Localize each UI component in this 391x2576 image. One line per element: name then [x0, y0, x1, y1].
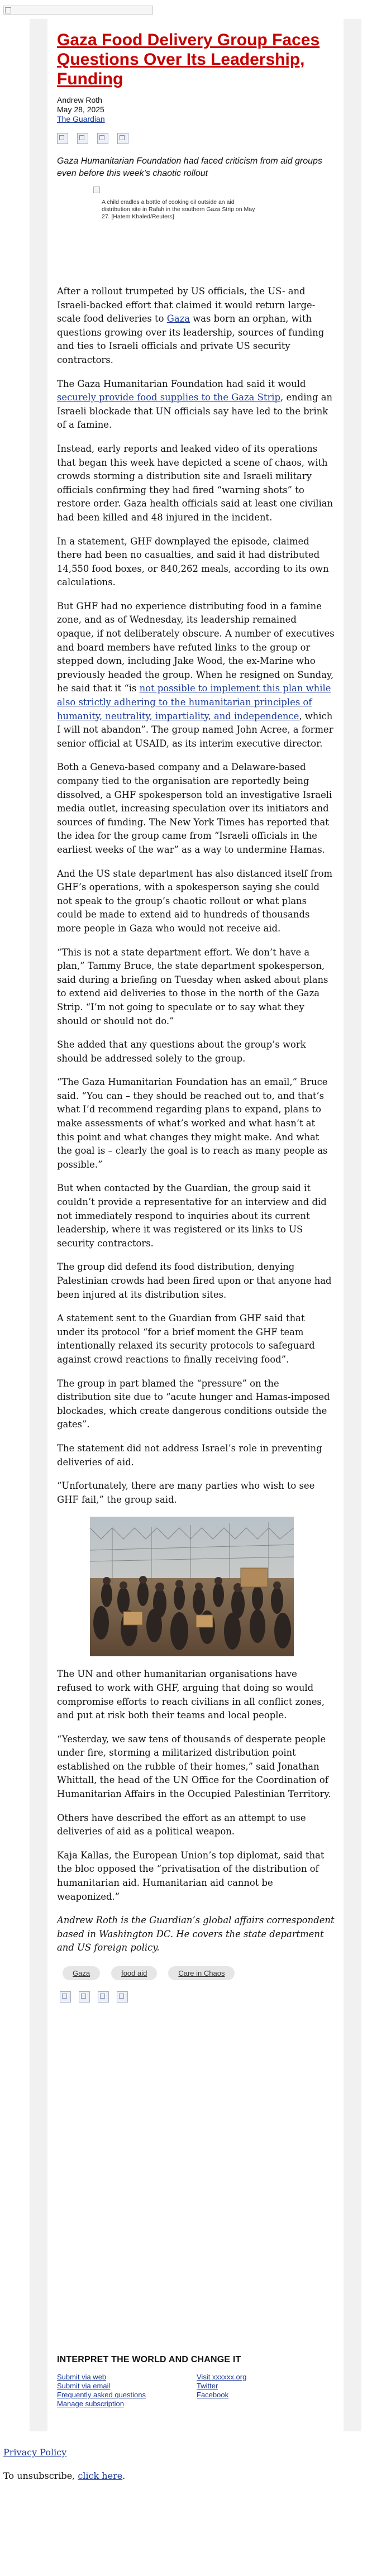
gaza-link[interactable]: Gaza — [166, 313, 190, 324]
unsubscribe-text: To unsubscribe, — [3, 2470, 78, 2481]
paragraph: The statement did not address Israel’s role in preventing deliveries of aid. — [57, 1442, 322, 1468]
manage-subscription-link[interactable]: Manage subscription — [57, 2400, 124, 2408]
newsletter-logo-image[interactable] — [3, 6, 153, 15]
facebook-icon[interactable] — [57, 133, 68, 144]
faq-link[interactable]: Frequently asked questions — [57, 2391, 146, 2399]
privacy-row — [3, 2447, 66, 2458]
humanitarian-principles-link[interactable]: not possible to implement this plan while also strictly adhering to the humanitarian principles of humanity, neutrality, impartiality, and independence — [57, 683, 331, 721]
paragraph: “The Gaza Humanitarian Foundation has an email,” Bruce said. “You can – they should be reached out to, and that’s what I’d recommend regarding plans to expand, plans to make assessments of what’s worked and what hasn’t at this point and what changes they might make. And what the goal is – clearly the goal is to reach as many people as possible.” — [57, 1077, 328, 1170]
linkedin-icon[interactable] — [97, 133, 108, 144]
submit-web-link[interactable]: Submit via web — [57, 2373, 107, 2381]
submit-email-link[interactable]: Submit via email — [57, 2382, 111, 2390]
twitter-icon[interactable] — [77, 133, 88, 144]
paragraph: The group did defend its food distribution, denying Palestinian crowds had been fired upon or that anyone had been injured at its distribution sites. — [57, 1261, 332, 1300]
facebook-icon[interactable] — [60, 1991, 71, 2003]
paragraph: After a rollout trumpeted by US officials, the US- and Israeli-backed effort that claimed it would return large-scale food deliveries to Gaza was born an orphan, with questions growing over its leadership, sources of funding and ties to Israeli officials and private US security contractors. — [57, 286, 325, 365]
paragraph: The Gaza Humanitarian Foundation had said it would securely provide food supplies to the Gaza Strip, ending an Israeli blockade that UN officials say have led to the brink of a famine. — [57, 378, 333, 431]
crowd-photo — [90, 1517, 294, 1656]
visit-site-link[interactable]: Visit xxxxxx.org — [197, 2373, 247, 2381]
paragraph: Instead, early reports and leaked video of its operations that began this week have depicted a scene of chaos, with crowds storming a distribution site and Israeli military officials confirming they had fired “warning shots” to restore order. Gaza health officials said at least one civilian had been killed and 48 injured in the incident. — [57, 443, 333, 523]
email-header — [0, 0, 391, 19]
paragraph: “Yesterday, we saw tens of thousands of desperate people under fire, storming a militarized distribution point established on the rubble of their homes,” said Jonathan Whittall, the head of the UN Office for the Coordination of Humanitarian Affairs in the Occupied Palestinian Territory. — [57, 1733, 331, 1800]
paragraph: The UN and other humanitarian organisations have refused to work with GHF, arguing that doing so would compromise efforts to reach civilians in all conflict zones, and put at risk both their teams and local people. — [57, 1669, 325, 1721]
tag-gaza[interactable]: Gaza — [63, 1966, 100, 1980]
paragraph: And the US state department has also distanced itself from GHF’s operations, with a spokesperson saying she could not speak to the group’s chaotic rollout or what plans could be made to extend aid to hundreds of thousands more people in Gaza who would not receive aid. — [57, 868, 333, 934]
newsletter-footer — [57, 2355, 336, 2408]
share-bar-bottom — [60, 1991, 335, 2003]
tag-list — [63, 1966, 335, 1980]
linkedin-icon[interactable] — [98, 1991, 109, 2003]
article-body — [57, 285, 335, 1955]
paragraph: Kaja Kallas, the European Union’s top diplomat, said that the bloc opposed the “privatisation of the distribution of humanitarian aid. Humanitarian aid cannot be weaponized.” — [57, 1849, 325, 1902]
author-signoff: Andrew Roth is the Guardian’s global affairs correspondent based in Washington DC. He covers the state department and US foreign policy. — [57, 1915, 335, 1953]
privacy-policy-link[interactable]: Privacy Policy — [3, 2447, 67, 2458]
email-icon[interactable] — [117, 133, 128, 144]
twitter-link[interactable]: Twitter — [197, 2382, 218, 2390]
paragraph: Both a Geneva-based company and a Delaware-based company tied to the organisation are reportedly being dissolved, a GHF spokesperson told an investigative Israeli media outlet, increasing speculation over its initiators and sources of funding. The New York Times has reported that the idea for the group came from “Israeli officials in the earliest weeks of the war” as a way to undermine Hamas. — [57, 762, 332, 855]
byline — [57, 95, 335, 124]
standfirst: Gaza Humanitarian Foundation had faced criticism from aid groups even before this week’s chaotic rollout — [57, 156, 322, 178]
twitter-icon[interactable] — [79, 1991, 90, 2003]
lead-caption: A child cradles a bottle of cooking oil outside an aid distribution site in Rafah in the southern Gaza Strip on May 27. [Hatem Khaled/Reuters] — [102, 199, 255, 220]
publish-date: May 28, 2025 — [57, 105, 104, 114]
article-headline[interactable]: Gaza Food Delivery Group Faces Questions Over Its Leadership, Funding — [57, 31, 320, 88]
footer-links-right — [197, 2373, 336, 2408]
footer-links-left — [57, 2373, 197, 2408]
lead-figure — [57, 187, 335, 264]
share-bar-top — [57, 133, 335, 144]
paragraph: Others have described the effort as an attempt to use deliveries of aid as a political weapon. — [57, 1812, 306, 1837]
footer-heading: INTERPRET THE WORLD AND CHANGE IT — [57, 2355, 241, 2364]
paragraph: But when contacted by the Guardian, the group said it couldn’t provide a representative for an interview and did not immediately respond to inquiries about its current leadership, where it was registered or its links to US security contractors. — [57, 1183, 327, 1249]
crowd-photo-illustration — [90, 1517, 294, 1656]
paragraph: The group in part blamed the “pressure” on the distribution site due to “acute hunger and Hamas-imposed blockades, which create dangerous conditions outside the gates”. — [57, 1378, 330, 1430]
tag-care-in-chaos[interactable]: Care in Chaos — [168, 1966, 235, 1980]
source-link[interactable]: The Guardian — [57, 114, 105, 123]
paragraph: “This is not a state department effort. We don’t have a plan,” Tammy Bruce, the state department spokesperson, said during a briefing on Tuesday when asked about plans to extend aid deliveries to those in the north of the Gaza Strip. “I’m not going to speculate or to say what they should or should not do.” — [57, 947, 328, 1026]
facebook-link[interactable]: Facebook — [197, 2391, 229, 2399]
paragraph: But GHF had no experience distributing food in a famine zone, and as of Wednesday, its leadership remained opaque, if not deliberately obscure. A number of executives and board members have refuted links to the group or stepped down, including Jake Wood, the ex-Marine who previously headed the group. When he resigned on Sunday, he said that it “is not possible to implement this plan while also strictly adhering to the humanitarian principles of humanity, neutrality, impartiality, and independence, which I will not abandon”. The group named John Acree, a former senior official at USAID, as its interim executive director. — [57, 600, 335, 749]
paragraph: She added that any questions about the group’s work should be addressed solely to the group. — [57, 1039, 306, 1064]
paragraph: “Unfortunately, there are many parties who wish to see GHF fail,” the group said. — [57, 1480, 315, 1505]
paragraph: In a statement, GHF downplayed the episode, claimed there had been no casualties, and said it had distributed 14,550 food boxes, or 840,262 meals, according to its own calculations. — [57, 536, 329, 588]
paragraph: A statement sent to the Guardian from GHF said that under its protocol “for a brief moment the GHF team intentionally relaxed its security protocols to safeguard against crowd reactions to finally receiving food”. — [57, 1313, 315, 1365]
food-supplies-link[interactable]: securely provide food supplies to the Gaza Strip — [57, 392, 281, 403]
unsubscribe-link[interactable]: click here — [78, 2470, 123, 2481]
unsubscribe-row: To unsubscribe, click here. — [3, 2470, 126, 2481]
tag-food-aid[interactable]: food aid — [111, 1966, 157, 1980]
lead-image-placeholder — [93, 187, 100, 193]
article-card — [47, 19, 344, 2431]
email-icon[interactable] — [117, 1991, 128, 2003]
author-name: Andrew Roth — [57, 95, 102, 104]
